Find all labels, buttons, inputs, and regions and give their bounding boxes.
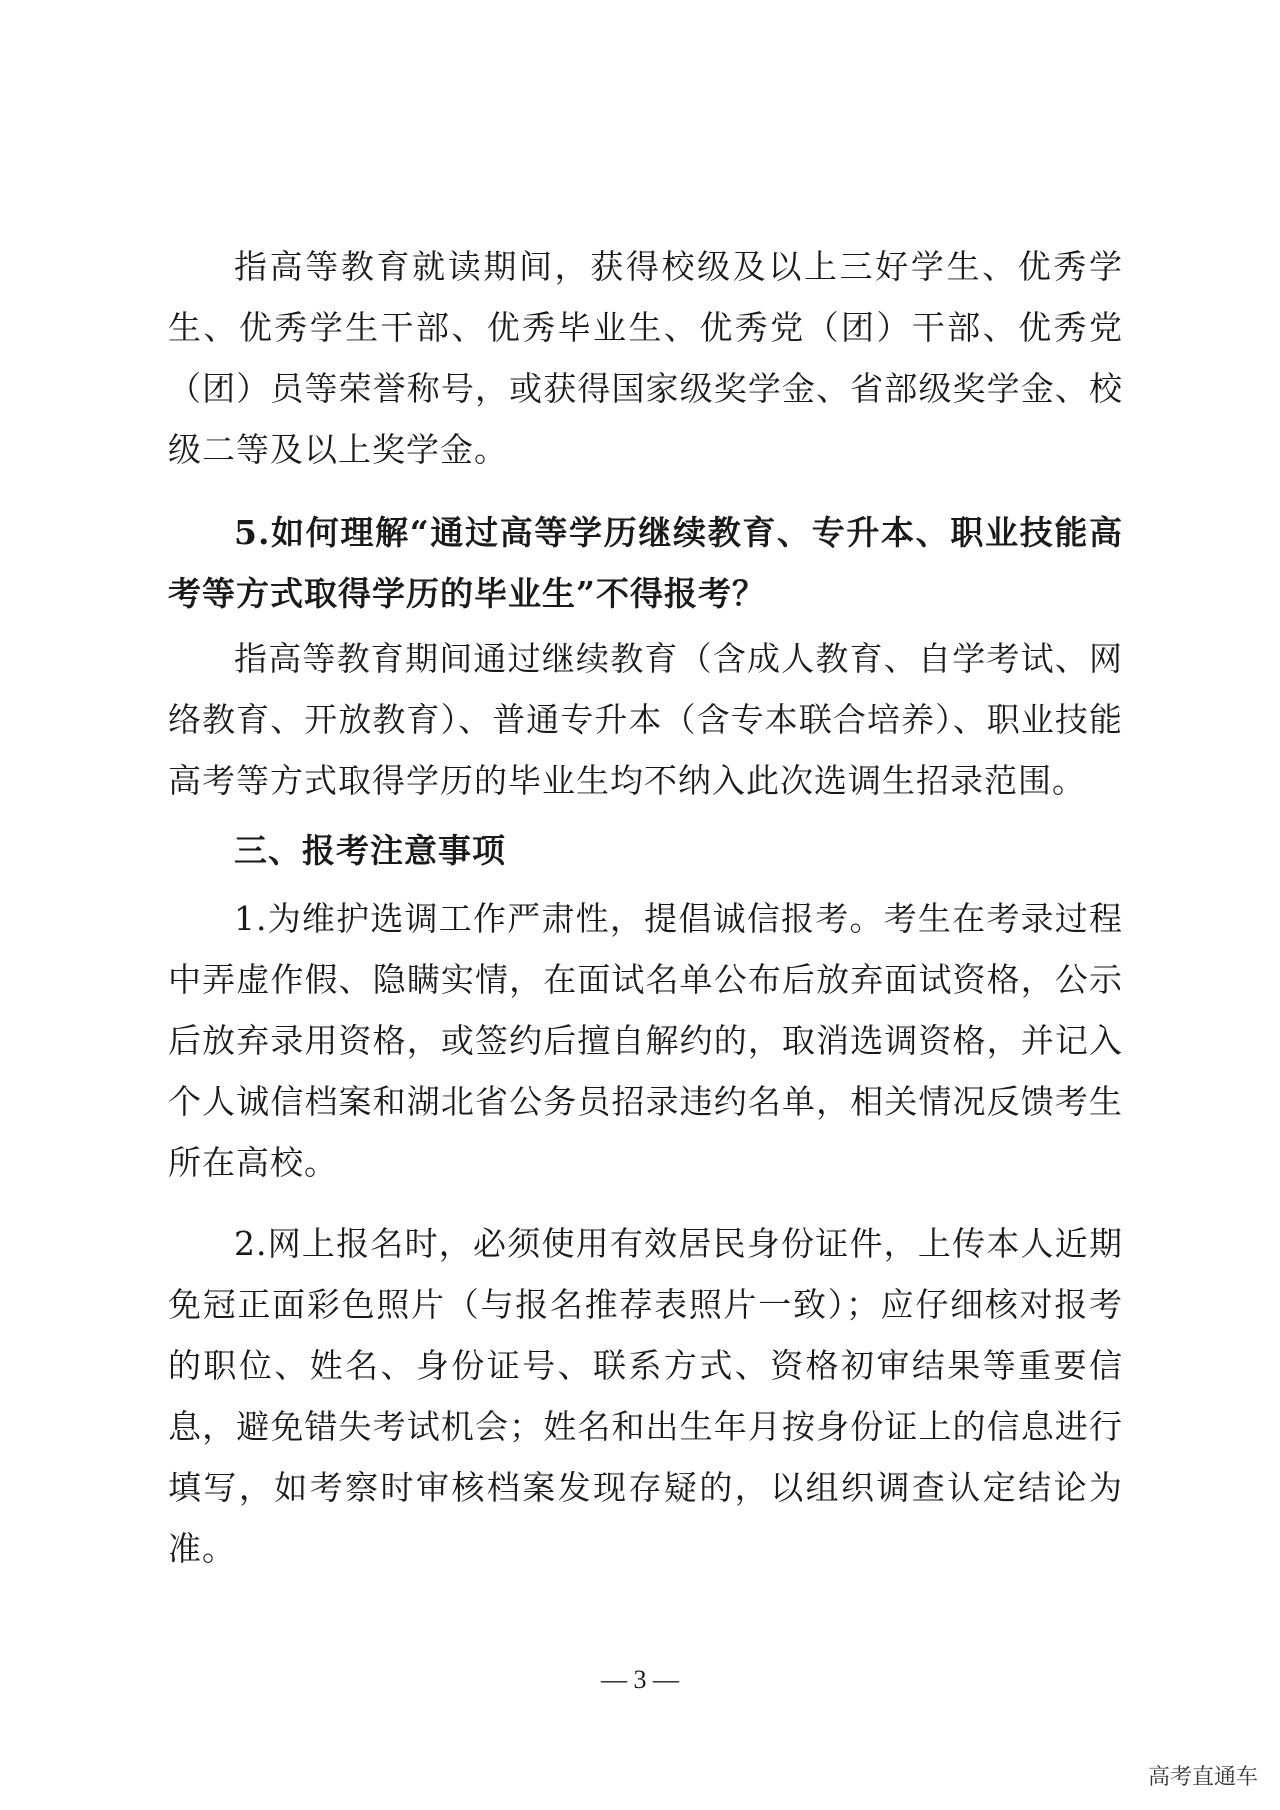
answer-5-paragraph: 指高等教育期间通过继续教育（含成人教育、自学考试、网络教育、开放教育）、普通专升本（含专本联合培养）、职业技能高考等方式取得学历的毕业生均不纳入此次选调生招录范围。 xyxy=(168,639,1123,800)
question-5-heading: 5.如何理解“通过高等学历继续教育、专升本、职业技能高考等方式取得学历的毕业生”不得报考？ xyxy=(168,513,1123,613)
page-number: — 3 — xyxy=(601,1665,679,1694)
notice-item-1: 1.为维护选调工作严肃性，提倡诚信报考。考生在考录过程中弄虚作假、隐瞒实情，在面试名单公布后放弃面试资格，公示后放弃录用资格，或签约后擅自解约的，取消选调资格，并记入个人诚信档案和湖北省公务员招录违约名单，相关情况反馈考生所在高校。 xyxy=(168,899,1123,1182)
notice-item-2: 2.网上报名时，必须使用有效居民身份证件，上传本人近期免冠正面彩色照片（与报名推荐表照片一致）；应仔细核对报考的职位、姓名、身份证号、联系方式、资格初审结果等重要信息，避免错失考试机会；姓名和出生年月按身份证上的信息进行填写，如考察时审核档案发现存疑的，以组织调查认定结论为准。 xyxy=(168,1224,1123,1568)
section-3-heading: 三、报考注意事项 xyxy=(234,831,506,870)
paragraph-honors-definition: 指高等教育就读期间，获得校级及以上三好学生、优秀学生、优秀学生干部、优秀毕业生、优秀党（团）干部、优秀党（团）员等荣誉称号，或获得国家级奖学金、省部级奖学金、校级二等及以上奖学金。 xyxy=(168,247,1123,469)
watermark-text: 高考直通车 xyxy=(1147,1765,1258,1790)
